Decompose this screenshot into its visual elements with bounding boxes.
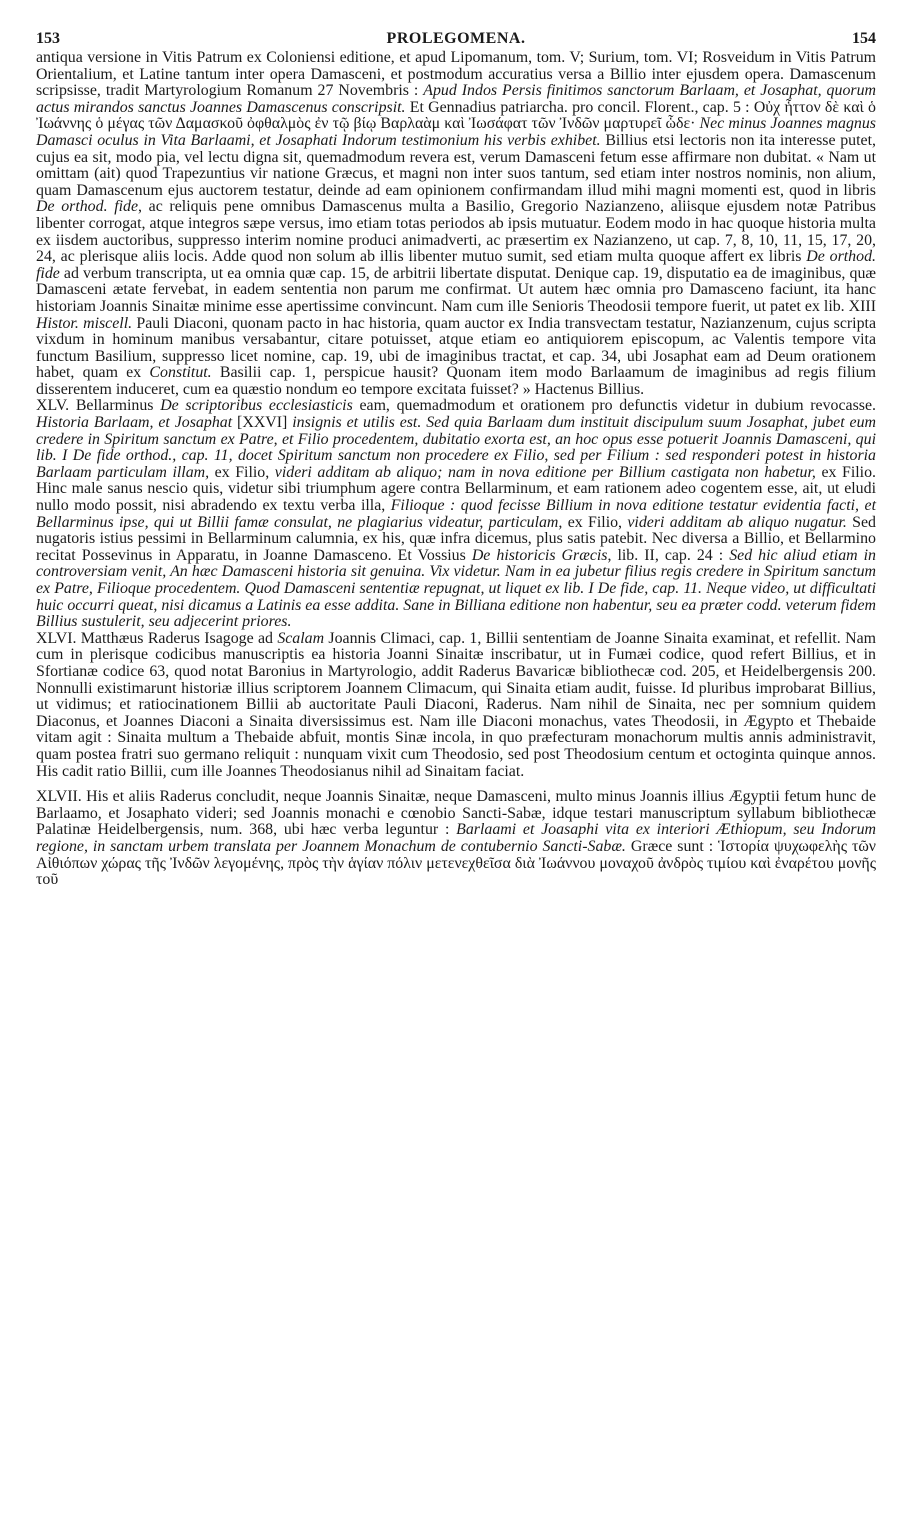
page-number-right: 154 <box>851 30 876 47</box>
page <box>36 30 876 889</box>
running-title: PROLEGOMENA. <box>386 30 526 47</box>
paragraph-xlvii: XLVII. His et aliis Raderus concludit, neque Joannis Sinaitæ, neque Damasceni, multo minus Joannis illius Ægyptii fetum hunc de Barlaamo, et Josaphato videri; sed Joannis monachi e cœnobio Sancti-Sabæ, idque testari manuscriptum syllabum bibliothecæ Palatinæ Heidelbergensis, num. 368, ubi hæc verba leguntur : Barlaami et Joasaphi vita ex interiori Æthiopum, seu Indorum regione, in sanctam urbem translata per Joannem Monachum de contubernio Sancti-Sabæ. Græce sunt : Ἱστορία ψυχωφελὴς τῶν Αἰθιόπων χώρας τῆς Ἰνδῶν λεγομένης, πρὸς τὴν ἁγίαν πόλιν μετενεχθεῖσα διὰ Ἰωάννου μοναχοῦ ἀνδρὸς τιμίου καὶ ἐναρέτου μονῆς τοῦ <box>36 788 877 889</box>
paragraph-billius-quote: antiqua versione in Vitis Patrum ex Coloniensi editione, et apud Lipomanum, tom. V; Surium, tom. VI; Rosveidum in Vitis Patrum Orientalium, et Latine tantum inter opera Damasceni, et postmodum accuratius versa a Billio inter ejusdem opera. Damascenum scripsisse, tradit Martyrologium Romanum 27 Novembris : Apud Indos Persis finitimos sanctorum Barlaam, et Josaphat, quorum actus mirandos sanctus Joannes Damascenus conscripsit. Et Gennadius patriarcha. pro concil. Florent., cap. 5 : Οὐχ ἧττον δὲ καὶ ὁ Ἰωάννης ὁ μέγας τῶν Δαμασκοῦ ὀφθαλμὸς ἐν τῷ βίῳ Βαρλαὰμ καὶ Ἰωσάφατ τῶν Ἰνδῶν μαρτυρεῖ ὧδε· Nec minus Joannes magnus Damasci oculus in Vita Barlaami, et Josaphati Indorum testimonium his verbis exhibet. Billius etsi lectoris non ita interesse putet, cujus ea sit, modo pia, vel lectu digna sit, quemadmodum revera est, verum Damasceni fetum esse affirmare non dubitat. « Nam ut omittam (ait) quod Trapezuntius vir natione Græcus, et magni non inter suos tantum, sed etiam inter nostros nominis, non alium, quam Damascenum ejus auctorem testatur, deinde ad eam opinionem confirmandam illud mihi magni momenti est, quod in libris De orthod. fide, ac reliquis pene omnibus Damascenus multa a Basilio, Gregorio Nazianzeno, aliisque ejusdem notæ Patribus libenter corrogat, atque integros sæpe versus, imo etiam totas periodos ab ipsis mutuatur. Eodem modo in hac quoque historia multa ex iisdem auctoribus, suppresso interim nomine produci animadverti, ac præsertim ex Nazianzeno, ut cap. 7, 8, 10, 11, 15, 17, 20, 24, ac plerisque aliis locis. Adde quod non solum ab illis libenter mutuo sumit, sed etiam multa quoque affert ex libris De orthod. fide ad verbum transcripta, ut ea omnia quæ cap. 15, de arbitrii libertate disputat. Denique cap. 19, disputatio ea de imaginibus, quæ Damasceni ætate fervebat, in eadem sententia non parum me confirmat. Ut autem hæc omnia pro Damasceno faciunt, ita hanc historiam Joannis Sinaitæ minime esse apertissime convincunt. Nam cum ille Senioris Theodosii tempore fuerit, ut patet ex lib. XIII Histor. miscell. Pauli Diaconi, quonam pacto in hac historia, quam auctor ex India transvectam testatur, Nazianzenum, cujus scripta vixdum in hominum manibus versabantur, citare potuisset, atque etiam eo antiquiorem episcopum, ac Valentis tempore vita functum Basilium, suppresso licet nomine, cap. 19, ubi de imaginibus tractat, et cap. 34, ubi Josaphat eam ad Deum orationem habet, quam ex Constitut. Basilii cap. 1, perspicue hausit? Quonam item modo Barlaamum de imaginibus ad regis filium disserentem induceret, cum ea quæstio nondum eo tempore excitata fuisset? » Hactenus Billius. <box>36 49 877 398</box>
paragraph-xlv: XLV. Bellarminus De scriptoribus ecclesiasticis eam, quemadmodum et orationem pro defunctis videtur in dubium revocasse. Historia Barlaam, et Josaphat [XXVI] insignis et utilis est. Sed quia Barlaam dum instituit discipulum suum Josaphat, jubet eum credere in Spiritum sanctum ex Patre, et Filio procedentem, dubitatio exorta est, an hoc opus esse potuerit Joannis Damasceni, qui lib. I De fide orthod., cap. 11, docet Spiritum sanctum non procedere ex Filio, sed per Filium : sed responderi potest in historia Barlaam particulam illam, ex Filio, videri additam ab aliquo; nam in nova editione per Billium castigata non habetur, ex Filio. Hinc male sanus nescio quis, videtur sibi triumphum agere contra Bellarminum, et eam rationem adeo cogentem esse, ait, ut eludi nullo modo possit, nisi abradendo ex textu verba illa, Filioque : quod fecisse Billium in nova editione testatur evidentia facti, et Bellarminus ipse, qui ut Billii famæ consulat, ne plagiarius videatur, particulam, ex Filio, videri additam ab aliquo nugatur. Sed nugatoris istius pessimi in Bellarminum calumnia, ex his, quæ infra dicemus, plus satis patebit. Nec diversa a Billio, et Bellarmino recitat Possevinus in Apparatu, in Joanne Damasceno. Et Vossius De historicis Græcis, lib. II, cap. 24 : Sed hic aliud etiam in controversiam venit, An hæc Damasceni historia sit genuina. Vix videtur. Nam in ea jubetur filius regis credere in Spiritum sanctum ex Patre, Filioque procedentem. Quod Damasceni sententiæ repugnat, ut liquet ex lib. I De fide, cap. 11. Neque video, ut difficultati huic occurri queat, nisi dicamus a Latinis ea esse addita. Sane in Billiana editione non habentur, seu ea præter codd. veterum fidem Billius sustulerit, seu adjecerint priores. <box>36 397 877 631</box>
paragraph-xlvi: XLVI. Matthæus Raderus Isagoge ad Scalam Joannis Climaci, cap. 1, Billii sententiam de Joanne Sinaita examinat, et refellit. Nam cum in plerisque codicibus manuscriptis ea historia Joanni Sinaitæ inscribatur, ut in Fumæi codice, quod refert Billius, et in Sfortianæ codice 63, quod notat Baronius in Martyrologio, addit Raderus Bavaricæ bibliothecæ cod. 205, et Heidelbergensis 200. Nonnulli existimarunt historiæ illius scriptorem Joannem Climacum, qui Sinaita etiam audit, fuisse. Id pluribus improbarat Billius, ut vidimus; et ratiocinationem Billii ab auctoritate Pauli Diaconi, Raderus. Nam nihil de Sinaita, nec per somnium quidem Diaconus, et Joannes Diaconi a Sinaita diversissimus est. Nam ille Diaconi monachus, vates Theodosii, in Ægypto et Thebaide vitam agit : Sinaita multum a Thebaide abfuit, montis Sinæ incola, in quo præfecturam monachorum multis annis administravit, quam postea fratri suo germano reliquit : nunquam vixit cum Theodosio, sed post Theodosium centum et octoginta quinque annos. His cadit ratio Billii, cum ille Joannes Theodosianus nihil ad Sinaitam faciat. <box>36 629 877 780</box>
text-body <box>36 50 876 889</box>
page-number-left: 153 <box>36 30 60 47</box>
running-header <box>36 30 876 50</box>
